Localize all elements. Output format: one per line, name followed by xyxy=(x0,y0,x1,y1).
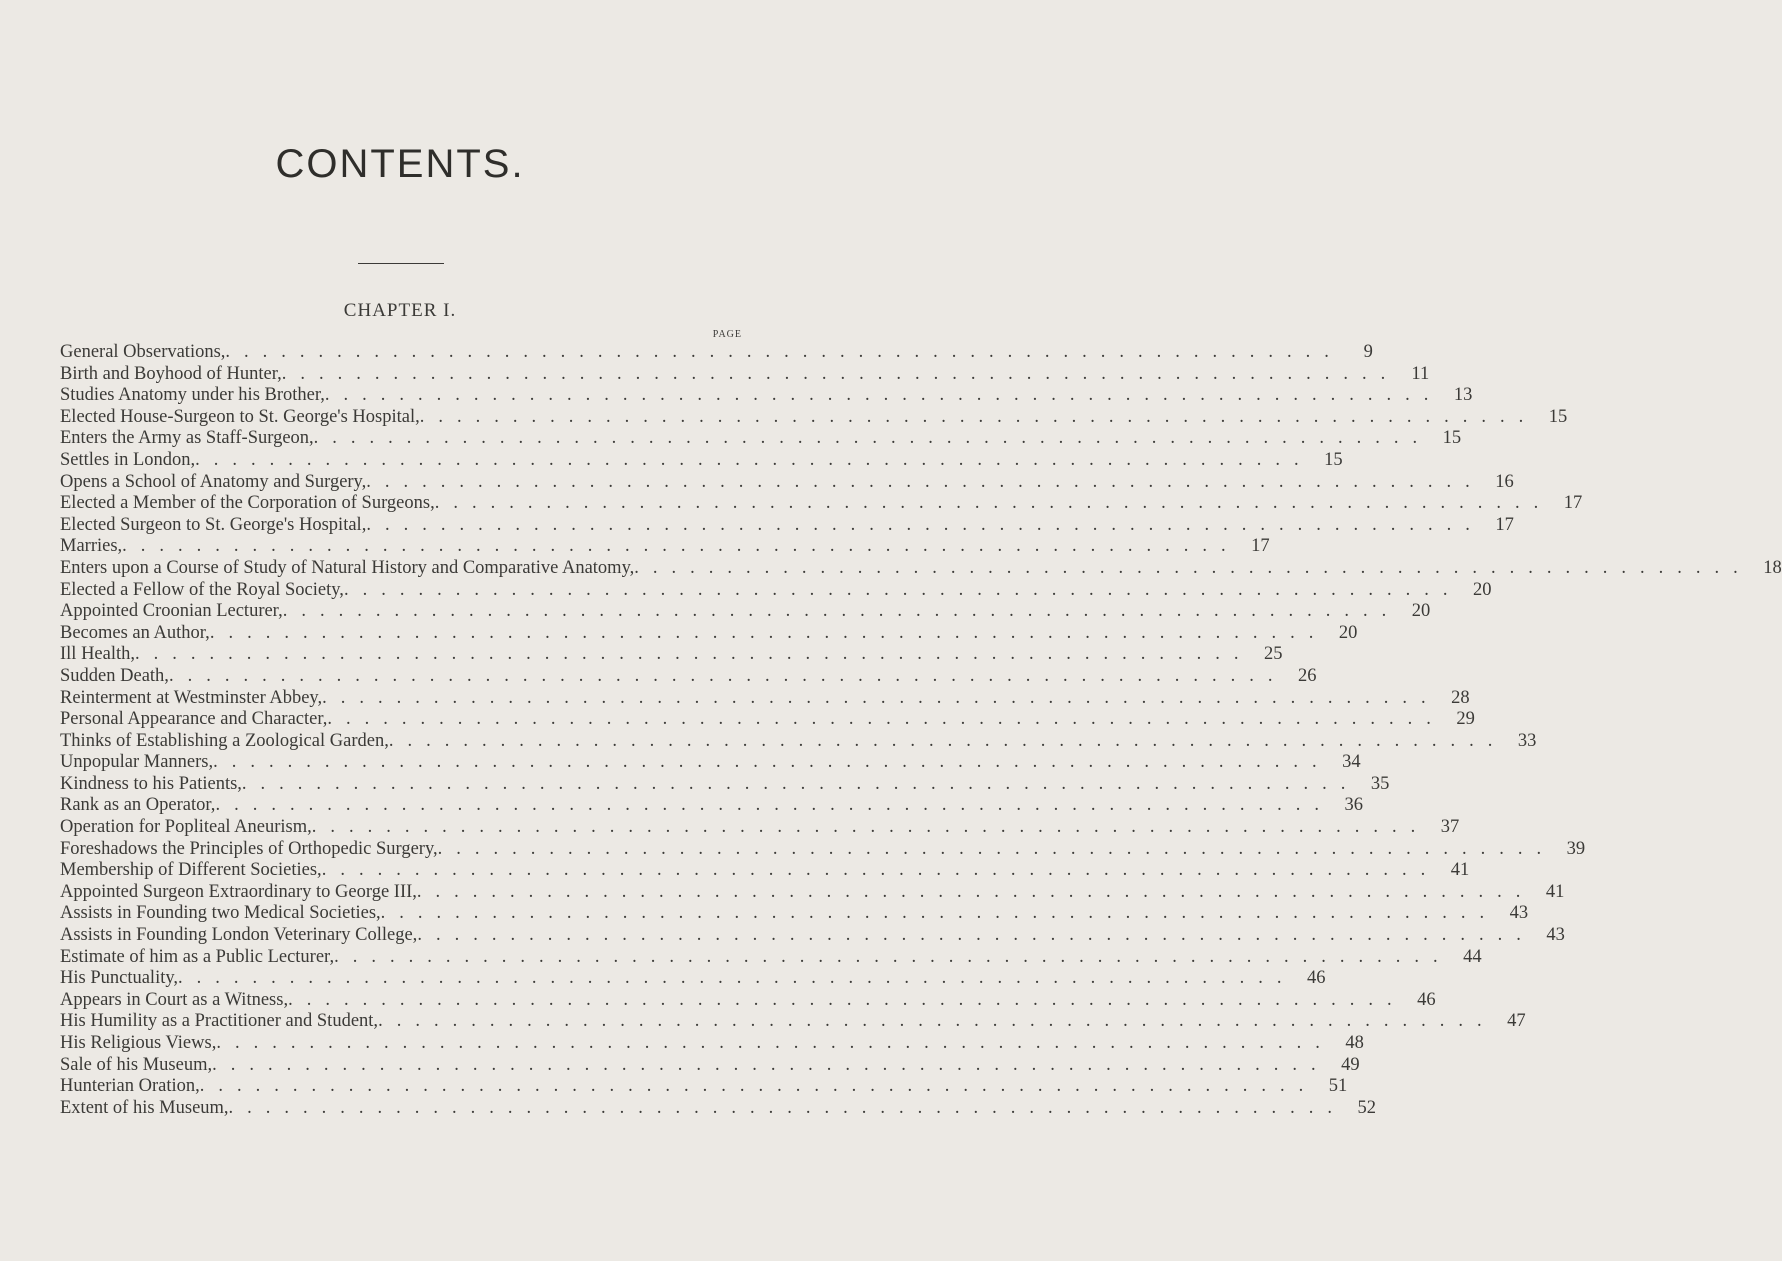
toc-entry xyxy=(60,385,1473,407)
dot-leader: ............................................................ xyxy=(241,773,1360,794)
dot-leader: ............................................................ xyxy=(195,449,1313,470)
dot-leader: ............................................................ xyxy=(311,817,1430,838)
toc-entry-page-number: 15 xyxy=(1548,406,1568,427)
dot-leader: ............................................................ xyxy=(288,989,1406,1010)
toc-entry-page-number: 52 xyxy=(1357,1097,1377,1118)
toc-entry-title: Extent of his Museum, xyxy=(60,1097,229,1118)
toc-entry-page-number: 51 xyxy=(1328,1076,1348,1097)
toc-entry-page-number: 9 xyxy=(1363,342,1373,362)
toc-entry-page-number: 17 xyxy=(1251,536,1270,557)
toc-entry-title: His Religious Views, xyxy=(60,1033,217,1053)
toc-entry-title: Unpopular Manners, xyxy=(60,752,214,773)
toc-entry-page-number: 29 xyxy=(1456,709,1475,730)
dot-leader: ............................................................ xyxy=(282,601,1401,622)
toc-entry-page-number: 33 xyxy=(1517,730,1537,751)
toc-entry-title: General Observations, xyxy=(60,342,226,362)
dot-leader: ............................................................ xyxy=(366,471,1484,492)
dot-leader: ............................................................ xyxy=(324,385,1443,406)
toc-entry-page-number: 15 xyxy=(1442,428,1462,449)
toc-entry xyxy=(60,557,1782,580)
toc-entry-title: Operation for Popliteal Aneurism, xyxy=(60,817,312,838)
toc-entry-page-number: 46 xyxy=(1307,968,1326,989)
dot-leader: ............................................................ xyxy=(228,1097,1347,1118)
dot-leader: ............................................................ xyxy=(378,1011,1496,1032)
toc-entry-title: Appointed Surgeon Extraordinary to George III, xyxy=(60,881,417,902)
dot-leader: ............................................................ xyxy=(212,1054,1330,1075)
page-column-label: PAGE xyxy=(712,329,742,340)
toc-entry-page-number: 48 xyxy=(1345,1033,1364,1053)
toc-entry-page-number: 16 xyxy=(1495,471,1514,492)
toc-entry-title: His Punctuality, xyxy=(60,968,179,989)
dot-leader: ............................................................ xyxy=(343,579,1462,600)
toc-entry-title: Assists in Founding London Veterinary College, xyxy=(60,925,418,946)
dot-leader: ............................................................ xyxy=(434,493,1553,514)
toc-entry-title: Appointed Croonian Lecturer, xyxy=(60,601,283,622)
toc-entry-page-number: 25 xyxy=(1264,644,1283,665)
toc-entry-title: Reinterment at Westminster Abbey, xyxy=(60,687,323,708)
toc-entry-title: Elected House-Surgeon to St. George's Hospital, xyxy=(60,406,420,427)
dot-leader: ............................................................ xyxy=(216,1033,1334,1053)
dot-leader: ............................................................ xyxy=(135,644,1253,665)
chapter-heading: CHAPTER I. xyxy=(343,300,457,321)
dot-leader: ............................................................ xyxy=(417,925,1535,946)
toc-entry xyxy=(60,1054,1360,1077)
toc-entry-page-number: 49 xyxy=(1341,1054,1360,1075)
toc-entry xyxy=(60,644,1283,666)
toc-entry xyxy=(60,536,1270,558)
toc-entry-page-number: 35 xyxy=(1370,773,1390,794)
toc-entry xyxy=(60,752,1361,774)
toc-entry xyxy=(60,838,1586,861)
toc-entry-title: Foreshadows the Principles of Orthopedic Surgery, xyxy=(60,838,438,859)
toc-entry xyxy=(60,1011,1526,1033)
toc-entry-page-number: 28 xyxy=(1451,687,1470,708)
dot-leader: ............................................................ xyxy=(380,903,1499,924)
toc-entry xyxy=(60,406,1568,429)
toc-entry xyxy=(60,946,1482,969)
dot-leader: ............................................................ xyxy=(281,363,1400,384)
toc-entry-page-number: 39 xyxy=(1566,838,1586,859)
dot-leader: ............................................................ xyxy=(388,730,1507,751)
dot-leader: ............................................................ xyxy=(215,795,1333,816)
toc-entry xyxy=(60,471,1514,494)
dot-leader: ............................................................ xyxy=(416,881,1535,902)
toc-entry-page-number: 41 xyxy=(1450,860,1470,881)
heading-rule xyxy=(358,263,444,264)
toc-entry xyxy=(60,687,1470,710)
toc-entry-page-number: 37 xyxy=(1440,817,1460,838)
toc-entry-title: Hunterian Oration, xyxy=(60,1076,200,1097)
table-of-contents xyxy=(60,342,1782,1119)
toc-entry xyxy=(60,925,1565,947)
toc-entry-page-number: 41 xyxy=(1545,881,1565,902)
dot-leader: ............................................................ xyxy=(321,860,1440,881)
toc-entry xyxy=(60,773,1390,796)
toc-entry-page-number: 36 xyxy=(1344,795,1363,816)
toc-entry-title: Marries, xyxy=(60,536,123,557)
toc-entry xyxy=(60,363,1430,386)
dot-leader: ............................................................ xyxy=(225,342,1343,362)
toc-entry xyxy=(60,709,1475,731)
toc-entry-title: Becomes an Author, xyxy=(60,622,210,643)
dot-leader: ............................................................ xyxy=(199,1076,1318,1097)
toc-entry-title: Birth and Boyhood of Hunter, xyxy=(60,363,282,384)
toc-entry xyxy=(60,795,1363,817)
toc-entry-page-number: 20 xyxy=(1338,622,1358,643)
toc-entry-title: Estimate of him as a Public Lecturer, xyxy=(60,946,335,967)
dot-leader: ............................................................ xyxy=(366,514,1484,535)
toc-entry-title: Studies Anatomy under his Brother, xyxy=(60,385,325,406)
toc-entry xyxy=(60,449,1343,472)
toc-entry-title: Thinks of Establishing a Zoological Garden, xyxy=(60,730,389,751)
toc-entry-title: Settles in London, xyxy=(60,449,196,470)
dot-leader: ............................................................ xyxy=(327,709,1445,730)
toc-entry-page-number: 43 xyxy=(1546,925,1565,946)
toc-entry-title: Sale of his Museum, xyxy=(60,1054,213,1075)
toc-entry-page-number: 20 xyxy=(1472,579,1492,600)
toc-entry-title: Elected a Fellow of the Royal Society, xyxy=(60,579,344,600)
toc-entry-title: Membership of Different Societies, xyxy=(60,860,322,881)
toc-entry xyxy=(60,1097,1377,1120)
toc-entry xyxy=(60,601,1431,623)
dot-leader: ............................................................ xyxy=(334,946,1452,967)
toc-entry xyxy=(60,579,1492,602)
toc-entry-title: Rank as an Operator, xyxy=(60,795,216,816)
toc-entry-page-number: 17 xyxy=(1563,493,1583,514)
toc-entry xyxy=(60,989,1436,1012)
toc-entry-page-number: 44 xyxy=(1463,946,1482,967)
toc-entry-title: Opens a School of Anatomy and Surgery, xyxy=(60,471,367,492)
toc-entry xyxy=(60,860,1470,882)
dot-leader: ............................................................ xyxy=(213,752,1331,773)
dot-leader: ............................................................ xyxy=(122,536,1240,557)
toc-entry xyxy=(60,881,1565,904)
toc-entry xyxy=(60,665,1317,688)
toc-entry xyxy=(60,342,1373,364)
dot-leader: ............................................................ xyxy=(322,687,1440,708)
dot-leader: ............................................................ xyxy=(209,622,1328,643)
dot-leader: ............................................................ xyxy=(437,838,1556,859)
toc-entry-page-number: 20 xyxy=(1411,601,1431,622)
toc-entry-title: Enters upon a Course of Study of Natural History and Comparative Anatomy, xyxy=(60,557,635,578)
toc-entry xyxy=(60,1033,1364,1055)
toc-entry-page-number: 26 xyxy=(1297,665,1317,686)
toc-entry-title: Personal Appearance and Character, xyxy=(60,709,328,730)
toc-entry-title: Enters the Army as Staff-Surgeon, xyxy=(60,428,314,449)
dot-leader: ............................................................ xyxy=(419,406,1538,427)
toc-entry xyxy=(60,428,1462,450)
toc-entry-title: Appears in Court as a Witness, xyxy=(60,989,289,1010)
toc-entry xyxy=(60,730,1537,753)
toc-entry xyxy=(60,1076,1348,1098)
toc-entry-page-number: 18 xyxy=(1763,557,1782,578)
toc-entry-title: Kindness to his Patients, xyxy=(60,773,242,794)
toc-entry xyxy=(60,903,1529,925)
toc-entry-page-number: 15 xyxy=(1324,449,1343,470)
toc-entry xyxy=(60,817,1460,839)
toc-entry xyxy=(60,968,1326,990)
toc-entry xyxy=(60,493,1583,515)
toc-entry-title: Elected a Member of the Corporation of Surgeons, xyxy=(60,493,435,514)
contents-heading: CONTENTS. xyxy=(275,142,525,186)
toc-entry xyxy=(60,622,1358,645)
toc-entry-page-number: 43 xyxy=(1509,903,1529,924)
toc-entry-title: Assists in Founding two Medical Societies, xyxy=(60,903,381,924)
toc-entry-title: Elected Surgeon to St. George's Hospital, xyxy=(60,514,367,535)
toc-entry-page-number: 34 xyxy=(1342,752,1361,773)
dot-leader: ............................................................ xyxy=(313,428,1432,449)
dot-leader: ............................................................ xyxy=(178,968,1296,989)
toc-entry xyxy=(60,514,1514,537)
toc-entry-page-number: 13 xyxy=(1453,385,1473,406)
toc-entry-page-number: 11 xyxy=(1411,363,1430,384)
toc-entry-page-number: 47 xyxy=(1507,1011,1526,1032)
dot-leader: ............................................................ xyxy=(168,665,1287,686)
toc-entry-title: Ill Health, xyxy=(60,644,136,665)
toc-entry-title: Sudden Death, xyxy=(60,665,169,686)
toc-entry-title: His Humility as a Practitioner and Student, xyxy=(60,1011,379,1032)
toc-entry-page-number: 17 xyxy=(1495,514,1514,535)
toc-entry-page-number: 46 xyxy=(1417,989,1436,1010)
dot-leader: ............................................................ xyxy=(634,557,1752,578)
